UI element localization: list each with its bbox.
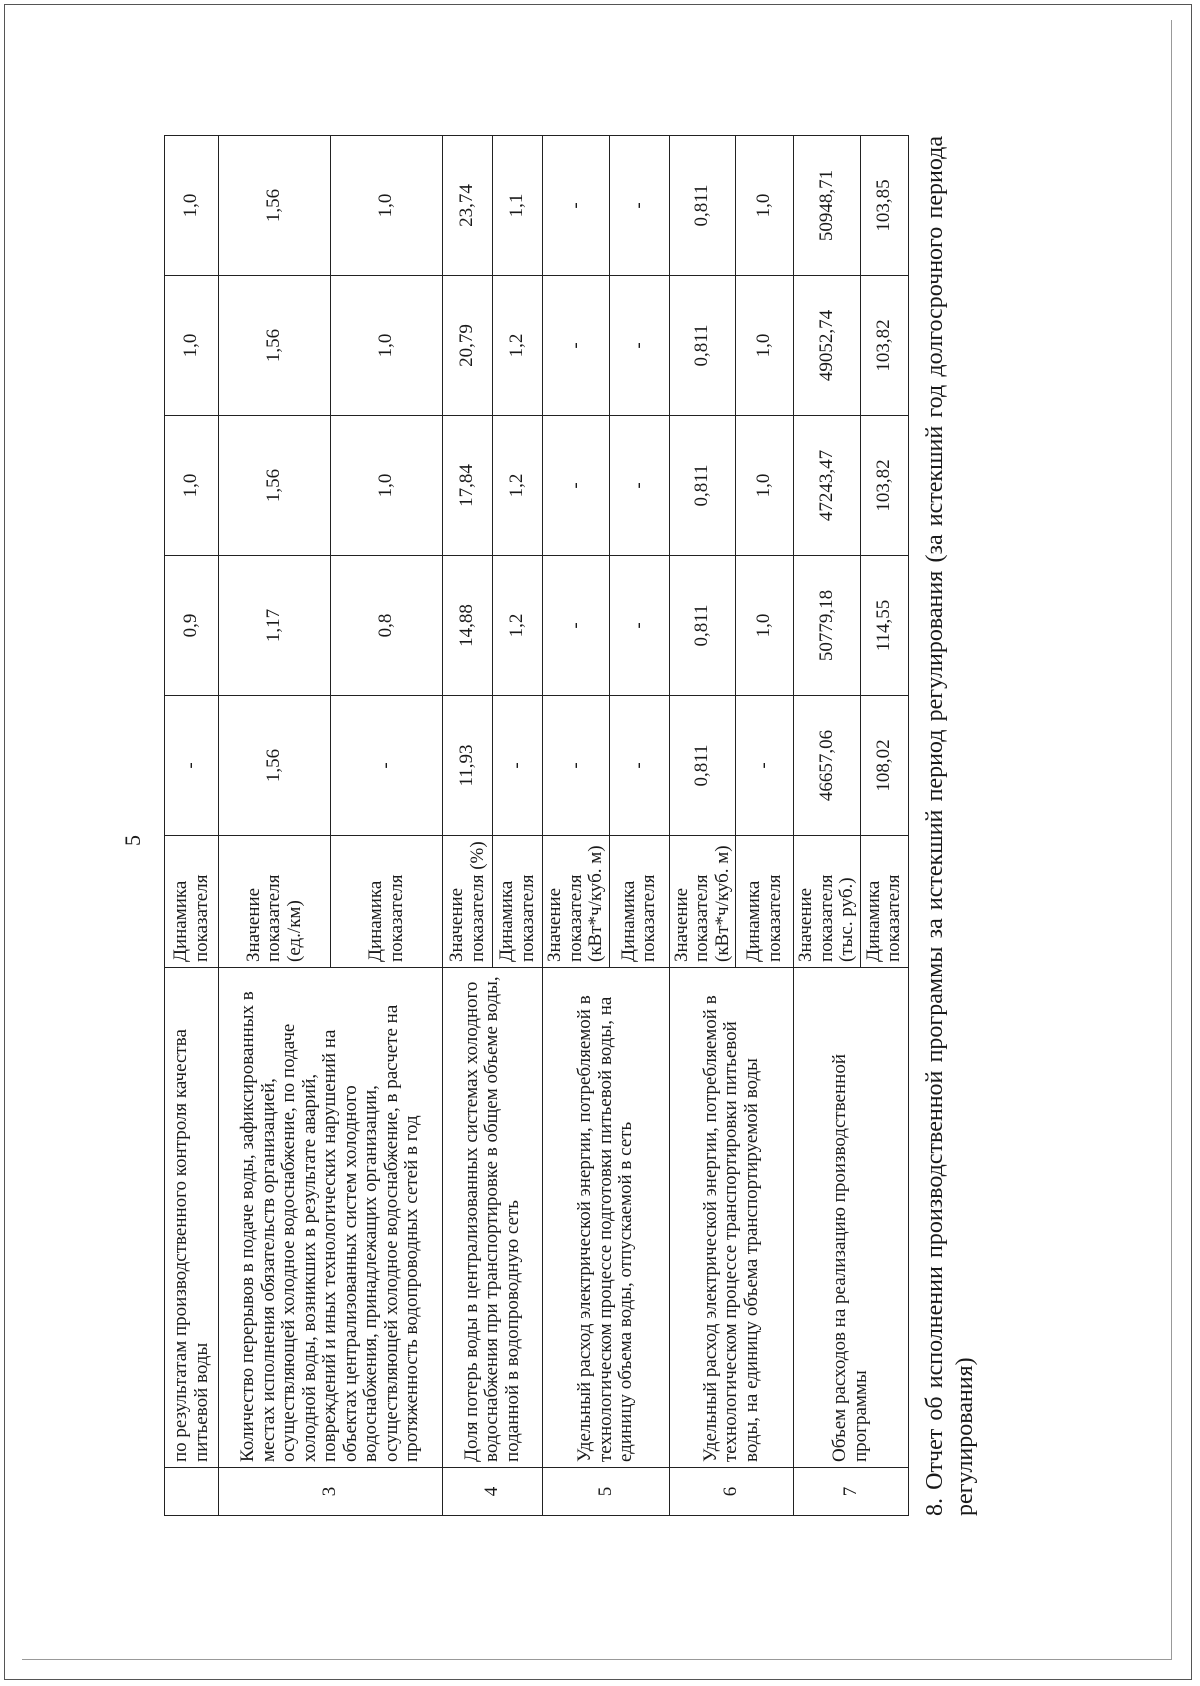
- value-cell: -: [165, 696, 219, 836]
- value-cell: 103,85: [860, 136, 908, 276]
- value-cell: 46657,06: [794, 696, 861, 836]
- indicator-type: Значение показателя (кВт*ч/куб. м): [669, 836, 736, 968]
- indicator-type: Значение показателя (%): [443, 836, 493, 968]
- value-cell: 1,0: [331, 136, 443, 276]
- value-cell: 1,17: [219, 556, 331, 696]
- row-number: 3: [219, 1468, 443, 1516]
- table-row: [669, 136, 736, 1516]
- value-cell: 108,02: [860, 696, 908, 836]
- value-cell: 14,88: [443, 556, 493, 696]
- value-cell: 50779,18: [794, 556, 861, 696]
- value-cell: -: [736, 696, 794, 836]
- indicator-description: Объем расходов на реализацию производственной программы: [794, 968, 909, 1468]
- value-cell: 0,811: [669, 696, 736, 836]
- value-cell: 0,8: [331, 556, 443, 696]
- value-cell: 50948,71: [794, 136, 861, 276]
- table-row: [219, 136, 331, 1516]
- value-cell: 1,2: [493, 556, 543, 696]
- value-cell: 1,0: [736, 276, 794, 416]
- indicators-table: [164, 135, 909, 1516]
- table-row: [794, 136, 861, 1516]
- value-cell: 1,2: [493, 276, 543, 416]
- indicator-description: Удельный расход электрической энергии, потребляемой в технологическом процессе подготовки питьевой воды, на единицу объема воды, отпускаемой в сеть: [543, 968, 670, 1468]
- value-cell: 114,55: [860, 556, 908, 696]
- value-cell: -: [543, 276, 610, 416]
- value-cell: 20,79: [443, 276, 493, 416]
- indicator-type: Значение показателя (ед./км): [219, 836, 331, 968]
- value-cell: 1,56: [219, 136, 331, 276]
- value-cell: 1,0: [165, 276, 219, 416]
- value-cell: 11,93: [443, 696, 493, 836]
- value-cell: 1,56: [219, 276, 331, 416]
- value-cell: 1,2: [493, 416, 543, 556]
- indicator-type: Динамика показателя: [331, 836, 443, 968]
- value-cell: -: [609, 136, 669, 276]
- value-cell: -: [609, 416, 669, 556]
- value-cell: -: [543, 556, 610, 696]
- indicator-description: по результатам производственного контроля качества питьевой воды: [165, 968, 219, 1468]
- table-row: [543, 136, 610, 1516]
- value-cell: 0,811: [669, 416, 736, 556]
- indicator-type: Динамика показателя: [736, 836, 794, 968]
- value-cell: 1,0: [165, 416, 219, 556]
- indicator-type: Значение показателя (кВт*ч/куб. м): [543, 836, 610, 968]
- indicator-type: Динамика показателя: [609, 836, 669, 968]
- row-number: 5: [543, 1468, 670, 1516]
- value-cell: 1,1: [493, 136, 543, 276]
- row-number: 6: [669, 1468, 794, 1516]
- value-cell: -: [543, 416, 610, 556]
- row-number: [165, 1468, 219, 1516]
- indicator-type: Значение показателя (тыс. руб.): [794, 836, 861, 968]
- value-cell: 0,811: [669, 556, 736, 696]
- value-cell: 1,0: [736, 556, 794, 696]
- value-cell: -: [493, 696, 543, 836]
- page-number: 5: [120, 835, 145, 846]
- table-row: [165, 136, 219, 1516]
- value-cell: 0,9: [165, 556, 219, 696]
- value-cell: 1,0: [736, 416, 794, 556]
- value-cell: -: [609, 276, 669, 416]
- value-cell: 23,74: [443, 136, 493, 276]
- indicator-type: Динамика показателя: [860, 836, 908, 968]
- indicator-type: Динамика показателя: [165, 836, 219, 968]
- value-cell: 1,0: [331, 416, 443, 556]
- value-cell: -: [609, 696, 669, 836]
- indicator-description: Доля потерь воды в централизованных системах холодного водоснабжения при транспортировке в общем объеме воды, поданной в водопроводную сеть: [443, 968, 543, 1468]
- row-number: 7: [794, 1468, 909, 1516]
- value-cell: 0,811: [669, 276, 736, 416]
- value-cell: 103,82: [860, 276, 908, 416]
- value-cell: -: [331, 696, 443, 836]
- value-cell: 1,56: [219, 416, 331, 556]
- value-cell: 49052,74: [794, 276, 861, 416]
- value-cell: 1,0: [331, 276, 443, 416]
- value-cell: 0,811: [669, 136, 736, 276]
- value-cell: -: [543, 696, 610, 836]
- value-cell: 1,0: [165, 136, 219, 276]
- value-cell: 1,56: [219, 696, 331, 836]
- indicator-description: Удельный расход электрической энергии, потребляемой в технологическом процессе транспортировки питьевой воды, на единицу объема транспортируемой воды: [669, 968, 794, 1468]
- value-cell: 1,0: [736, 136, 794, 276]
- value-cell: 47243,47: [794, 416, 861, 556]
- value-cell: -: [609, 556, 669, 696]
- indicator-type: Динамика показателя: [493, 836, 543, 968]
- indicator-description: Количество перерывов в подаче воды, зафиксированных в местах исполнения обязательств организацией, осуществляющей холодное водоснабжение, по подаче холодной воды, возникших в результате аварий, повреждений и иных технологических нарушений на объектах централизованных систем холодного водоснабжения, принадлежащих организации, осуществляющей холодное водоснабжение, в расчете на протяженность водопроводных сетей в год: [219, 968, 443, 1468]
- value-cell: 17,84: [443, 416, 493, 556]
- table-row: [443, 136, 493, 1516]
- rotated-page: [120, 86, 1080, 1586]
- row-number: 4: [443, 1468, 543, 1516]
- value-cell: 103,82: [860, 416, 908, 556]
- value-cell: -: [543, 136, 610, 276]
- section-8-title: 8. Отчет об исполнении производственной программы за истекший период регулирования (за истекший год долгосрочного периода регулирования): [922, 136, 978, 1516]
